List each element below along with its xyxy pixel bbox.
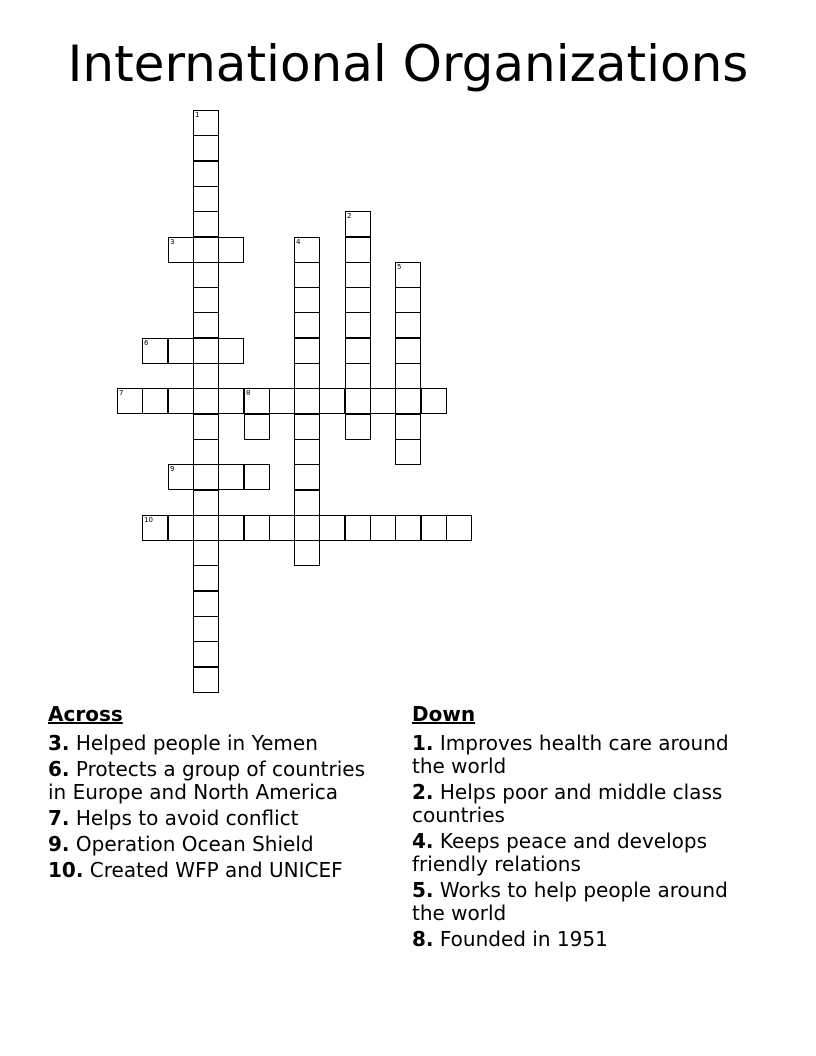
across-clue-7 xyxy=(48,807,378,830)
grid-cell[interactable] xyxy=(193,667,219,693)
grid-cell[interactable] xyxy=(218,338,244,364)
grid-cell[interactable] xyxy=(395,515,421,541)
grid-cell[interactable] xyxy=(395,363,421,389)
grid-cell[interactable] xyxy=(345,312,371,338)
grid-cell[interactable] xyxy=(345,338,371,364)
cell-number: 10 xyxy=(144,516,153,524)
cell-number: 6 xyxy=(144,339,149,347)
down-clues xyxy=(412,702,757,954)
grid-cell[interactable] xyxy=(294,312,320,338)
grid-cell[interactable] xyxy=(345,211,371,237)
clue-number: 1. xyxy=(412,731,434,755)
grid-cell[interactable] xyxy=(168,388,194,414)
clue-text: Created WFP and UNICEF xyxy=(89,858,343,882)
grid-cell[interactable] xyxy=(117,388,143,414)
grid-cell[interactable] xyxy=(218,515,244,541)
clue-text: Helped people in Yemen xyxy=(75,731,318,755)
across-clue-9 xyxy=(48,833,378,856)
grid-cell[interactable] xyxy=(193,135,219,161)
grid-cell[interactable] xyxy=(294,363,320,389)
across-heading: Across xyxy=(48,702,123,726)
grid-cell[interactable] xyxy=(395,439,421,465)
grid-cell[interactable] xyxy=(193,616,219,642)
grid-cell[interactable] xyxy=(345,388,371,414)
grid-cell[interactable] xyxy=(294,414,320,440)
grid-cell[interactable] xyxy=(193,388,219,414)
grid-cell[interactable] xyxy=(193,414,219,440)
clue-number: 9. xyxy=(48,832,70,856)
cell-number: 2 xyxy=(347,212,352,220)
grid-cell[interactable] xyxy=(345,363,371,389)
grid-cell[interactable] xyxy=(395,262,421,288)
grid-cell[interactable] xyxy=(294,540,320,566)
grid-cell[interactable] xyxy=(193,110,219,136)
grid-cell[interactable] xyxy=(370,388,396,414)
puzzle-title: International Organizations xyxy=(67,35,749,93)
grid-cell[interactable] xyxy=(244,414,270,440)
clue-number: 3. xyxy=(48,731,70,755)
grid-cell[interactable] xyxy=(193,641,219,667)
grid-cell[interactable] xyxy=(395,388,421,414)
grid-cell[interactable] xyxy=(244,388,270,414)
down-clue-4 xyxy=(412,830,757,876)
grid-cell[interactable] xyxy=(395,338,421,364)
clue-text: Founded in 1951 xyxy=(439,927,608,951)
cell-number: 1 xyxy=(195,111,200,119)
clue-text: Improves health care around the world xyxy=(412,731,729,778)
clue-text: Protects a group of countries in Europe and North America xyxy=(48,757,365,804)
grid-cell[interactable] xyxy=(370,515,396,541)
cell-number: 7 xyxy=(119,389,124,397)
across-clue-10 xyxy=(48,859,378,882)
grid-cell[interactable] xyxy=(193,338,219,364)
grid-cell[interactable] xyxy=(345,237,371,263)
grid-cell[interactable] xyxy=(218,388,244,414)
grid-cell[interactable] xyxy=(319,388,345,414)
grid-cell[interactable] xyxy=(294,515,320,541)
across-clue-3 xyxy=(48,732,378,755)
grid-cell[interactable] xyxy=(269,388,295,414)
grid-cell[interactable] xyxy=(193,540,219,566)
clue-number: 8. xyxy=(412,927,434,951)
grid-cell[interactable] xyxy=(294,338,320,364)
grid-cell[interactable] xyxy=(193,515,219,541)
grid-cell[interactable] xyxy=(269,515,295,541)
grid-cell[interactable] xyxy=(421,388,447,414)
grid-cell[interactable] xyxy=(395,414,421,440)
grid-cell[interactable] xyxy=(294,464,320,490)
cell-number: 4 xyxy=(296,238,301,246)
grid-cell[interactable] xyxy=(193,312,219,338)
grid-cell[interactable] xyxy=(142,338,168,364)
grid-cell[interactable] xyxy=(294,388,320,414)
down-clue-8 xyxy=(412,928,757,951)
across-clue-6 xyxy=(48,758,378,804)
grid-cell[interactable] xyxy=(168,464,194,490)
grid-cell[interactable] xyxy=(395,312,421,338)
clue-text: Keeps peace and develops friendly relations xyxy=(412,829,708,876)
grid-cell[interactable] xyxy=(193,591,219,617)
grid-cell[interactable] xyxy=(218,237,244,263)
clue-text: Helps poor and middle class countries xyxy=(412,780,723,827)
clue-text: Helps to avoid conflict xyxy=(75,806,299,830)
grid-cell[interactable] xyxy=(244,515,270,541)
clue-text: Works to help people around the world xyxy=(412,878,728,925)
grid-cell[interactable] xyxy=(193,565,219,591)
grid-cell[interactable] xyxy=(345,262,371,288)
grid-cell[interactable] xyxy=(168,338,194,364)
grid-cell[interactable] xyxy=(395,287,421,313)
grid-cell[interactable] xyxy=(294,237,320,263)
grid-cell[interactable] xyxy=(193,161,219,187)
grid-cell[interactable] xyxy=(294,287,320,313)
grid-cell[interactable] xyxy=(345,287,371,313)
clue-number: 7. xyxy=(48,806,70,830)
cell-number: 8 xyxy=(246,389,251,397)
grid-cell[interactable] xyxy=(193,363,219,389)
grid-cell[interactable] xyxy=(193,490,219,516)
down-heading: Down xyxy=(412,702,476,726)
grid-cell[interactable] xyxy=(319,515,345,541)
grid-cell[interactable] xyxy=(168,237,194,263)
grid-cell[interactable] xyxy=(142,515,168,541)
grid-cell[interactable] xyxy=(193,439,219,465)
down-clue-1 xyxy=(412,732,757,778)
grid-cell[interactable] xyxy=(193,237,219,263)
clue-text: Operation Ocean Shield xyxy=(75,832,314,856)
grid-cell[interactable] xyxy=(193,262,219,288)
grid-cell[interactable] xyxy=(142,388,168,414)
down-clue-5 xyxy=(412,879,757,925)
grid-cell[interactable] xyxy=(193,186,219,212)
clue-number: 2. xyxy=(412,780,434,804)
cell-number: 9 xyxy=(170,465,175,473)
grid-cell[interactable] xyxy=(294,262,320,288)
clue-number: 4. xyxy=(412,829,434,853)
grid-cell[interactable] xyxy=(345,414,371,440)
clue-number: 5. xyxy=(412,878,434,902)
cell-number: 3 xyxy=(170,238,175,246)
grid-cell[interactable] xyxy=(294,490,320,516)
grid-cell[interactable] xyxy=(244,464,270,490)
grid-cell[interactable] xyxy=(193,211,219,237)
grid-cell[interactable] xyxy=(168,515,194,541)
clue-number: 6. xyxy=(48,757,70,781)
grid-cell[interactable] xyxy=(193,464,219,490)
grid-cell[interactable] xyxy=(294,439,320,465)
down-clue-2 xyxy=(412,781,757,827)
grid-cell[interactable] xyxy=(446,515,472,541)
across-clues xyxy=(48,702,378,885)
grid-cell[interactable] xyxy=(345,515,371,541)
grid-cell[interactable] xyxy=(218,464,244,490)
grid-cell[interactable] xyxy=(421,515,447,541)
grid-cell[interactable] xyxy=(193,287,219,313)
cell-number: 5 xyxy=(397,263,402,271)
clue-number: 10. xyxy=(48,858,84,882)
